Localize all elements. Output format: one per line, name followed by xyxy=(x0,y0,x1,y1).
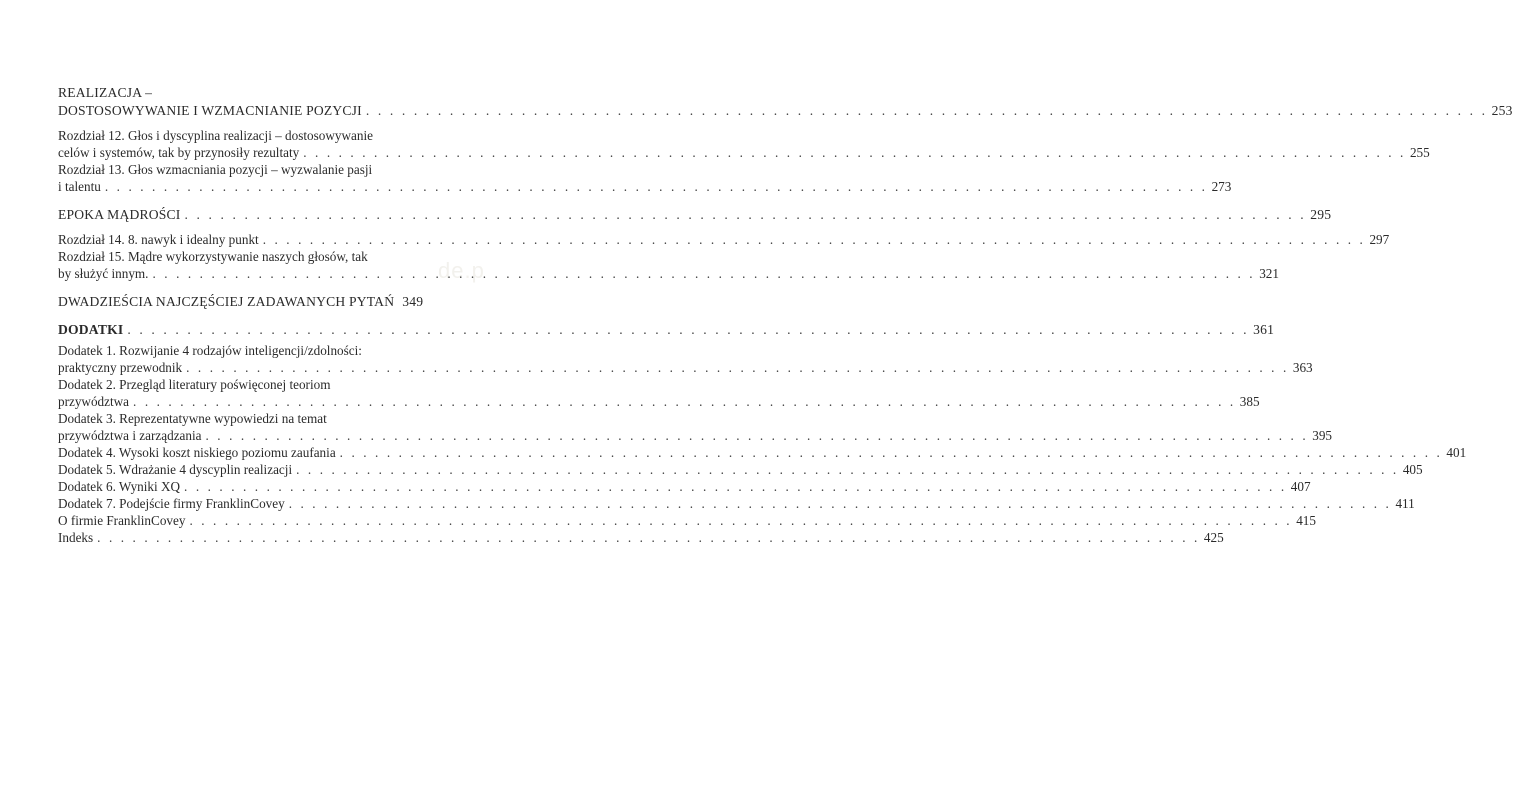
toc-entry-appendix-5[interactable] xyxy=(58,461,1423,478)
appendix-1-line1: Dodatek 1. Rozwijanie 4 rodzajów inteligencji/zdolności: xyxy=(58,343,362,358)
toc-entry-appendix-7[interactable] xyxy=(58,495,1415,512)
leader-dots xyxy=(186,359,1289,376)
part-title-realizacja-line2: DOSTOSOWYWANIE I WZMACNIANIE POZYCJI xyxy=(58,103,362,118)
leader-dots xyxy=(263,231,1366,248)
part-title-epoka: EPOKA MĄDROŚCI xyxy=(58,207,181,222)
leader-dots xyxy=(152,265,1255,282)
indeks-line1: Indeks xyxy=(58,530,94,545)
leader-dots xyxy=(127,321,1249,338)
page-number: 349 xyxy=(402,294,424,309)
chapter-15-line2: by służyć innym. xyxy=(58,266,149,281)
toc-entry-appendix-2[interactable] xyxy=(58,393,1260,410)
toc-entry-o-firmie[interactable] xyxy=(58,512,1316,529)
page-number: 411 xyxy=(1395,496,1415,511)
toc-entry-appendix-1[interactable] xyxy=(58,359,1313,376)
leader-dots xyxy=(303,144,1406,161)
leader-dots xyxy=(340,444,1443,461)
chapter-12-line2: celów i systemów, tak by przynosiły rezultaty xyxy=(58,145,300,160)
page-number: 295 xyxy=(1310,207,1332,222)
part-title-pytania: DWADZIEŚCIA NAJCZĘŚCIEJ ZADAWANYCH PYTAŃ xyxy=(58,294,395,309)
appendix-4-line1: Dodatek 4. Wysoki koszt niskiego poziomu zaufania xyxy=(58,445,336,460)
page-number: 401 xyxy=(1446,445,1467,460)
leader-dots xyxy=(184,478,1287,495)
appendix-5-line1: Dodatek 5. Wdrażanie 4 dyscyplin realizacji xyxy=(58,462,293,477)
part-title-dodatki: DODATKI xyxy=(58,322,124,337)
leader-dots xyxy=(366,102,1488,119)
appendix-3-line2: przywództwa i zarządzania xyxy=(58,428,202,443)
page-number: 273 xyxy=(1211,179,1232,194)
toc-entry-epoka[interactable] xyxy=(58,206,1332,223)
appendix-3-line1: Dodatek 3. Reprezentatywne wypowiedzi na temat xyxy=(58,411,327,426)
appendix-1-line2: praktyczny przewodnik xyxy=(58,360,183,375)
page-number: 363 xyxy=(1292,360,1313,375)
chapter-15-line1: Rozdział 15. Mądre wykorzystywanie naszych głosów, tak xyxy=(58,249,368,264)
toc-entry-appendix-6[interactable] xyxy=(58,478,1311,495)
appendix-2-line2: przywództwa xyxy=(58,394,130,409)
o-firmie-line1: O firmie FranklinCovey xyxy=(58,513,186,528)
page-number: 395 xyxy=(1312,428,1333,443)
leader-dots xyxy=(296,461,1399,478)
leader-dots xyxy=(206,427,1309,444)
page-number: 255 xyxy=(1409,145,1430,160)
watermark-text: de.p xyxy=(438,258,485,283)
page-number: 425 xyxy=(1203,530,1224,545)
toc-entry-pytania[interactable] xyxy=(58,293,422,310)
appendix-2-line1: Dodatek 2. Przegląd literatury poświęconej teoriom xyxy=(58,377,331,392)
page-number: 321 xyxy=(1259,266,1279,281)
leader-dots xyxy=(189,512,1292,529)
page-number: 415 xyxy=(1296,513,1316,528)
appendix-6-line1: Dodatek 6. Wyniki XQ xyxy=(58,479,181,494)
part-title-realizacja-line1: REALIZACJA – xyxy=(58,85,153,100)
leader-dots xyxy=(105,178,1208,195)
page-number: 361 xyxy=(1253,322,1275,337)
page-number: 253 xyxy=(1491,103,1513,118)
toc-entry-indeks[interactable] xyxy=(58,529,1224,546)
toc-entry-appendix-4[interactable] xyxy=(58,444,1467,461)
page-number: 407 xyxy=(1290,479,1311,494)
toc-entry-realizacja[interactable] xyxy=(58,102,1513,119)
chapter-13-line1: Rozdział 13. Głos wzmacniania pozycji – wyzwalanie pasji xyxy=(58,162,373,177)
toc-entry-dodatki[interactable] xyxy=(58,321,1275,338)
toc-entry-chapter-14[interactable] xyxy=(58,231,1390,248)
leader-dots xyxy=(133,393,1236,410)
leader-dots xyxy=(289,495,1392,512)
chapter-13-line2: i talentu xyxy=(58,179,101,194)
page-number: 385 xyxy=(1239,394,1260,409)
appendix-7-line1: Dodatek 7. Podejście firmy FranklinCovey xyxy=(58,496,285,511)
page-number: 297 xyxy=(1369,232,1390,247)
page-number: 405 xyxy=(1402,462,1423,477)
chapter-12-line1: Rozdział 12. Głos i dyscyplina realizacji – dostosowywanie xyxy=(58,128,373,143)
toc-entry-chapter-13[interactable] xyxy=(58,178,1232,195)
leader-dots xyxy=(97,529,1200,546)
toc-entry-chapter-12[interactable] xyxy=(58,144,1430,161)
toc-entry-appendix-3[interactable] xyxy=(58,427,1333,444)
chapter-14-line1: Rozdział 14. 8. nawyk i idealny punkt xyxy=(58,232,259,247)
leader-dots xyxy=(185,206,1307,223)
